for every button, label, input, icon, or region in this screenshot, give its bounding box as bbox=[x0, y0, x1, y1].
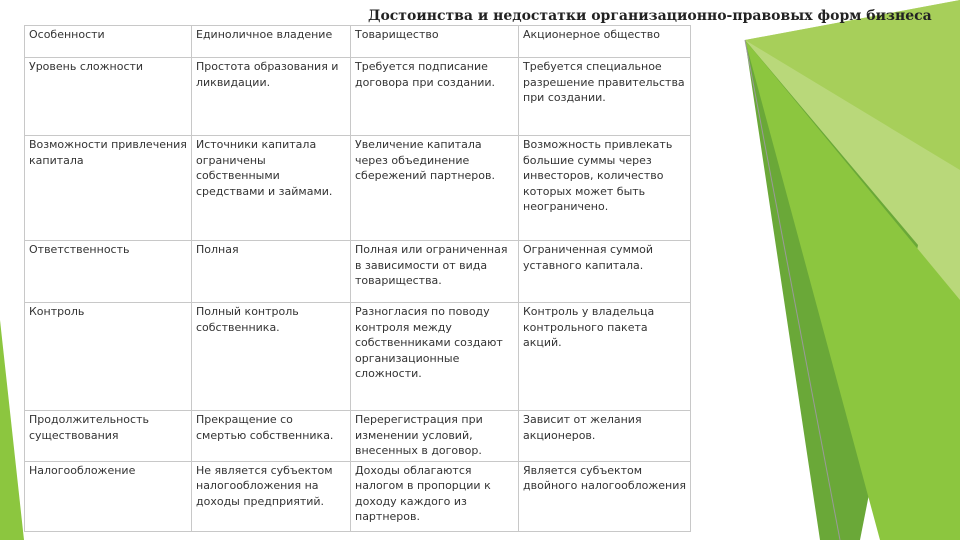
table-row bbox=[25, 136, 691, 241]
table-row bbox=[25, 461, 691, 531]
table-row bbox=[25, 411, 691, 462]
table-cell: Не является субъектом налогообложения на доходы предприятий. bbox=[192, 461, 351, 531]
table-cell: Контроль bbox=[25, 303, 192, 411]
table-cell: Налогообложение bbox=[25, 461, 192, 531]
comparison-table bbox=[24, 25, 691, 532]
table-cell: Контроль у владельца контрольного пакета акций. bbox=[519, 303, 691, 411]
table-cell: Источники капитала ограничены собственными средствами и займами. bbox=[192, 136, 351, 241]
table-cell: Полная bbox=[192, 241, 351, 303]
table-cell: Разногласия по поводу контроля между собственниками создают организационные сложности. bbox=[351, 303, 519, 411]
table-cell: Простота образования и ликвидации. bbox=[192, 58, 351, 136]
header-cell: Особенности bbox=[25, 26, 192, 58]
table-row bbox=[25, 303, 691, 411]
table-cell: Перерегистрация при изменении условий, внесенных в договор. bbox=[351, 411, 519, 462]
table-cell: Полный контроль собственника. bbox=[192, 303, 351, 411]
table-cell: Требуется подписание договора при создании. bbox=[351, 58, 519, 136]
table-cell: Является субъектом двойного налогообложения bbox=[519, 461, 691, 531]
table-cell: Ограниченная суммой уставного капитала. bbox=[519, 241, 691, 303]
table-row bbox=[25, 58, 691, 136]
table-cell: Полная или ограниченная в зависимости от вида товарищества. bbox=[351, 241, 519, 303]
table-cell: Возможности привлечения капитала bbox=[25, 136, 192, 241]
header-cell: Товарищество bbox=[351, 26, 519, 58]
table-header-row bbox=[25, 26, 691, 58]
left-green-sliver bbox=[0, 320, 24, 540]
table-cell: Прекращение со смертью собственника. bbox=[192, 411, 351, 462]
table-cell: Ответственность bbox=[25, 241, 192, 303]
table-cell: Увеличение капитала через объединение сбережений партнеров. bbox=[351, 136, 519, 241]
table-cell: Зависит от желания акционеров. bbox=[519, 411, 691, 462]
table-cell: Уровень сложности bbox=[25, 58, 192, 136]
header-cell: Единоличное владение bbox=[192, 26, 351, 58]
page-title: Достоинства и недостатки организационно-правовых форм бизнеса bbox=[368, 8, 932, 24]
table-cell: Доходы облагаются налогом в пропорции к доходу каждого из партнеров. bbox=[351, 461, 519, 531]
table-cell: Продолжительность существования bbox=[25, 411, 192, 462]
table-row bbox=[25, 241, 691, 303]
header-cell: Акционерное общество bbox=[519, 26, 691, 58]
table-cell: Требуется специальное разрешение правительства при создании. bbox=[519, 58, 691, 136]
table-cell: Возможность привлекать большие суммы через инвесторов, количество которых может быть неограничено. bbox=[519, 136, 691, 241]
